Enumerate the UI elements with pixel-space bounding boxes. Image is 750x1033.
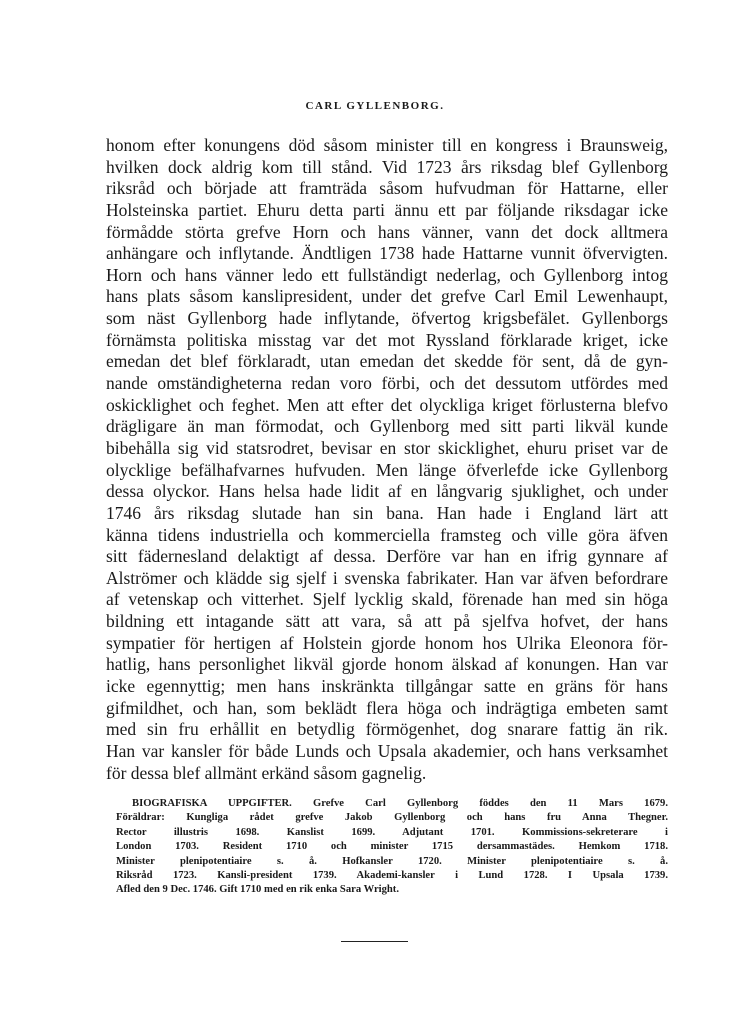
body-line: Han var kansler för både Lunds och Upsala akademier, och hans verksamhet — [106, 740, 668, 761]
body-line: med sin fru erhållit en betydlig förmögenhet, dog snarare fattig än rik. — [106, 719, 668, 740]
body-line: anhängare och inflytande. Ändtligen 1738 hade Hattarne vunnit öfvervigten. — [106, 243, 668, 264]
body-line: för dessa blef allmänt erkänd såsom gagnelig. — [106, 762, 427, 783]
note-line: Afled den 9 Dec. 1746. Gift 1710 med en rik enka Sara Wright. — [116, 884, 399, 896]
body-line: hvilken dock aldrig kom till stånd. Vid 1723 års riksdag blef Gyllenborg — [106, 156, 668, 177]
body-line: nande omständigheterna redan voro förbi, och det dessutom utfördes med — [106, 373, 668, 394]
closing-rule — [341, 941, 408, 942]
note-line: Föräldrar: Kungliga rådet grefve Jakob Gyllenborg och hans fru Anna Thegner. — [116, 812, 668, 824]
body-line: känna tidens industriella och kommerciella framsteg och ville göra äfven — [106, 524, 668, 545]
body-line: af vetenskap och vitterhet. Sjelf lycklig skald, förenade han med sin höga — [106, 589, 668, 610]
body-line: bildning ett intagande sätt att vara, så att på sjelfva hofvet, der hans — [106, 611, 668, 632]
body-line: Alströmer och klädde sig sjelf i svenska fabrikater. Han var äfven befordrare — [106, 567, 668, 588]
note-line: Minister plenipotentiaire s. å. Hofkansler 1720. Minister plenipotentiaire s. å. — [116, 855, 668, 867]
note-line: BIOGRAFISKA UPPGIFTER. Grefve Carl Gyllenborg föddes den 11 Mars 1679. — [132, 798, 668, 809]
body-line: förnämsta politiska misstag var det mot Ryssland förklarade kriget, icke — [106, 329, 668, 350]
body-line: sitt fädernesland delaktigt af dessa. Derföre var han en ifrig gynnare af — [106, 546, 668, 567]
running-header: CARL GYLLENBORG. — [305, 100, 445, 112]
main-text-block — [106, 135, 668, 784]
body-line: bibehålla sig vid statsrodret, bevisar en stor skicklighet, ehuru priset var de — [106, 437, 668, 458]
body-line: drägligare än man förmodat, och Gyllenborg med sitt parti likväl kunde — [106, 416, 668, 437]
body-line: honom efter konungens död såsom minister till en kongress i Braunsweig, — [106, 135, 668, 155]
body-line: riksråd och började att framträda såsom hufvudman för Hattarne, eller — [106, 178, 668, 199]
note-line: London 1703. Resident 1710 och minister 1715 dersammastädes. Hemkom 1718. — [116, 841, 668, 853]
body-line: emedan det blef förklaradt, utan emedan det skedde för sent, då de gyn- — [106, 351, 668, 372]
body-line: hatlig, hans personlighet likväl gjorde honom älskad af konungen. Han var — [106, 654, 668, 675]
body-line: förmådde störta grefve Horn och hans vänner, vann det dock alltmera — [106, 221, 668, 242]
body-line: hans plats såsom kanslipresident, under det grefve Carl Emil Lewenhaupt, — [106, 286, 668, 307]
body-line: Holsteinska partiet. Ehuru detta parti ännu ett par följande riksdagar icke — [106, 199, 668, 220]
body-line: icke egennyttig; men hans inskränkta tillgångar satte en gräns för hans — [106, 676, 668, 697]
body-line: oskicklighet och feghet. Men att efter det olyckliga kriget förlusterna blefvo — [106, 394, 668, 415]
note-line: Rector illustris 1698. Kanslist 1699. Adjutant 1701. Kommissions-sekreterare i — [116, 826, 668, 838]
body-line: 1746 års riksdag slutade han sin bana. Han hade i England lärt att — [106, 502, 668, 523]
body-line: sympatier för hertigen af Holstein gjorde honom hos Ulrika Eleonora för- — [106, 632, 668, 653]
body-line: som näst Gyllenborg hade inflytande, öfvertog krigsbefälet. Gyllenborgs — [106, 308, 668, 329]
biographical-notes — [116, 797, 668, 898]
note-line: Riksråd 1723. Kansli-president 1739. Akademi-kansler i Lund 1728. I Upsala 1739. — [116, 869, 668, 881]
body-line: olycklige befälhafvarnes hufvuden. Men länge öfverlefde icke Gyllenborg — [106, 459, 668, 480]
body-line: gifmildhet, och han, som beklädt flera höga och indrägtiga embeten samt — [106, 697, 668, 718]
body-line: dessa olyckor. Hans helsa hade lidit af en långvarig sjuklighet, och under — [106, 481, 668, 502]
body-line: Horn och hans vänner ledo ett fullständigt nederlag, och Gyllenborg intog — [106, 264, 668, 285]
